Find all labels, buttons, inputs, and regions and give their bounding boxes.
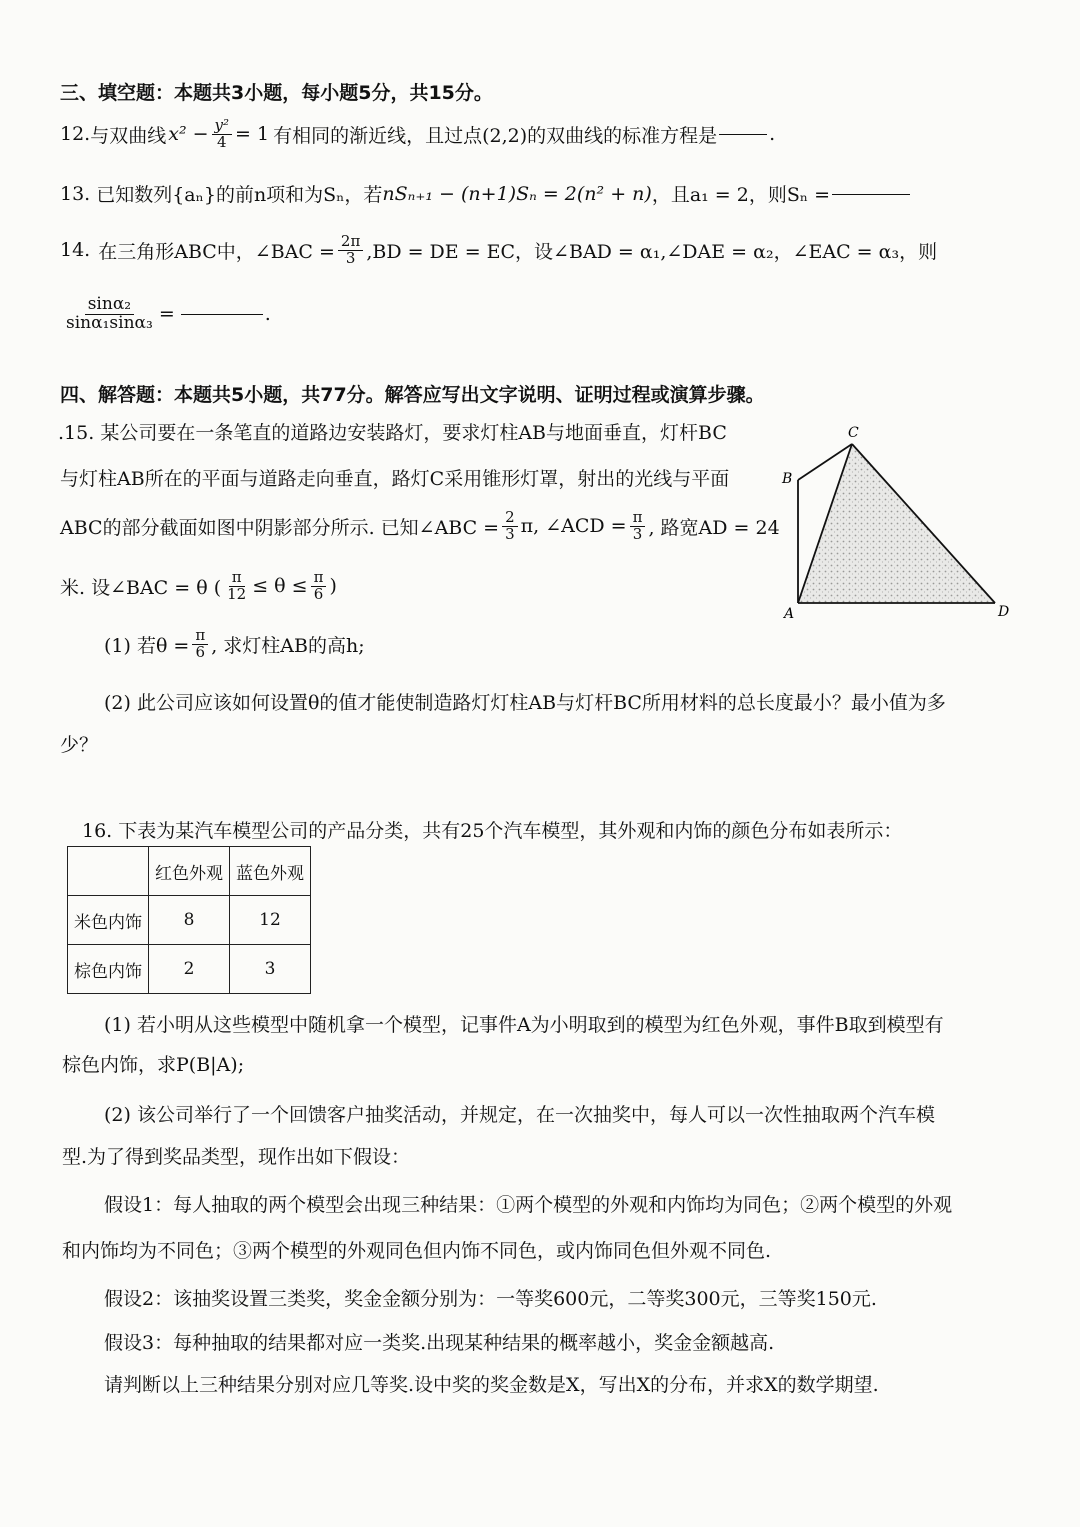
- q15-part1-b: , 求灯柱AB的高h;: [211, 634, 365, 657]
- q15-line4-c: ): [329, 575, 337, 598]
- q12-answer-blank: [719, 133, 767, 135]
- q15-frac-lower-den: 12: [227, 584, 247, 603]
- q15-part2-line2: 少？: [60, 734, 99, 756]
- q14-ratio: [63, 296, 156, 333]
- q15-part1-frac-num: π: [192, 628, 208, 645]
- q15-line3-a: ABC的部分截面如图中阴影部分所示. 已知∠ABC =: [60, 516, 500, 539]
- q12-number: 12.: [60, 123, 91, 146]
- q16-part1-line1: (1) 若小明从这些模型中随机拿一个模型，记事件A为小明取到的模型为红色外观，事件B取到模型有: [104, 1014, 944, 1036]
- table-cell: 8: [149, 896, 230, 945]
- section3-heading: 三、填空题：本题共3小题，每小题5分，共15分。: [60, 82, 493, 104]
- q13-answer-blank: [832, 193, 910, 195]
- q15-frac-acd: [630, 510, 646, 543]
- q16-part2-line1: (2) 该公司举行了一个回馈客户抽奖活动，并规定，在一次抽奖中，每人可以一次性抽取两个汽车模: [104, 1104, 935, 1126]
- question-12: [60, 118, 775, 151]
- question-15: [58, 418, 727, 445]
- question-14: [60, 234, 937, 267]
- q12-eq-b: = 1: [235, 123, 270, 146]
- table-cell: 3: [230, 945, 311, 994]
- table-row: [68, 945, 311, 994]
- q12-text-a: 与双曲线: [90, 124, 167, 147]
- q14-expr-eq: =: [158, 303, 175, 326]
- section4-heading: 四、解答题：本题共5小题，共77分。解答应写出文字说明、证明过程或演算步骤。: [60, 384, 765, 406]
- q12-fraction: [212, 118, 233, 151]
- q14-frac-num: 2π: [338, 234, 363, 251]
- q15-line3: [60, 510, 780, 543]
- q14-ratio-num: sinα₂: [85, 296, 134, 315]
- q15-frac-lower: [224, 570, 249, 603]
- q15-frac-lower-num: π: [229, 570, 245, 587]
- q14-frac-den: 3: [345, 248, 356, 267]
- q15-line4: [60, 570, 337, 603]
- label-d: D: [998, 604, 1010, 620]
- q13-number: 13.: [60, 182, 91, 205]
- question-13: [60, 180, 912, 207]
- q15-frac-upper-num: π: [311, 570, 327, 587]
- label-c: C: [848, 425, 859, 441]
- q15-part1-frac-den: 6: [195, 642, 206, 661]
- q16-part2-line2: 型.为了得到奖品类型，现作出如下假设：: [62, 1146, 411, 1168]
- table-row-label-beige: 米色内饰: [68, 896, 149, 945]
- label-b: B: [782, 471, 793, 487]
- q16-hypothesis2: 假设2：该抽奖设置三类奖，奖金金额分别为：一等奖600元，二等奖300元，三等奖150元.: [104, 1288, 877, 1310]
- q14-number: 14.: [60, 239, 91, 262]
- q15-part1-frac: [192, 628, 208, 661]
- q16-final-question: 请判断以上三种结果分别对应几等奖.设中奖的奖金数是X，写出X的分布，并求X的数学期望.: [104, 1374, 879, 1396]
- q16-color-table: [67, 846, 311, 994]
- q12-frac-num: y²: [212, 118, 233, 135]
- q14-expression: [60, 296, 271, 333]
- q16-hypothesis1-line2: 和内饰均为不同色；③两个模型的外观同色但内饰不同色，或内饰同色但外观不同色.: [62, 1240, 772, 1262]
- q16-part1-line2: 棕色内饰，求P(B|A);: [62, 1054, 245, 1076]
- lit-region-shading: [798, 444, 995, 603]
- q15-line3-b: π, ∠ACD =: [520, 515, 627, 538]
- q15-part2-line1: (2) 此公司应该如何设置θ的值才能使制造路灯灯柱AB与灯杆BC所用材料的总长度最小？最小值为多: [104, 692, 946, 714]
- q14-ratio-den: sinα₁sinα₃: [66, 312, 153, 333]
- q15-line3-c: , 路宽AD = 24: [648, 516, 780, 539]
- q15-line4-a: 米. 设∠BAC = θ (: [60, 576, 222, 599]
- q16-hypothesis3: 假设3：每种抽取的结果都对应一类奖.出现某种结果的概率越小，奖金金额越高.: [104, 1332, 775, 1354]
- q15-frac-acd-den: 3: [632, 524, 643, 543]
- q15-part1: [104, 628, 365, 661]
- q15-frac-abc-num: 2: [502, 510, 518, 527]
- q15-frac-upper: [311, 570, 327, 603]
- table-header-row: [68, 847, 311, 896]
- table-header-blue-exterior: 蓝色外观: [230, 847, 311, 896]
- table-cell: 2: [149, 945, 230, 994]
- q15-frac-upper-den: 6: [313, 584, 324, 603]
- q14-fraction: [338, 234, 363, 267]
- q12-end: .: [769, 123, 776, 146]
- table-header-red-exterior: 红色外观: [149, 847, 230, 896]
- q15-figure: [770, 420, 1030, 625]
- q12-frac-den: 4: [217, 132, 227, 151]
- q15-line1: 某公司要在一条笔直的道路边安装路灯，要求灯柱AB与地面垂直，灯杆BC: [100, 422, 727, 444]
- q12-eq-a: x² −: [168, 123, 209, 146]
- q15-number: .15.: [58, 422, 95, 444]
- q12-text-b: 有相同的渐近线，且过点(2,2)的双曲线的标准方程是: [273, 124, 718, 147]
- q15-line2: 与灯柱AB所在的平面与道路走向垂直，路灯C采用锥形灯罩，射出的光线与平面: [60, 468, 730, 490]
- label-a: A: [784, 606, 795, 622]
- table-header-corner: [68, 847, 149, 896]
- q16-hypothesis1-line1: 假设1：每人抽取的两个模型会出现三种结果：①两个模型的外观和内饰均为同色；②两个模型的外观: [104, 1194, 953, 1216]
- q13-text-a: 已知数列{aₙ}的前n项和为Sₙ，若: [96, 184, 383, 206]
- q14-text-a: 在三角形ABC中，∠BAC =: [98, 240, 335, 263]
- q15-line4-b: ≤ θ ≤: [252, 575, 308, 598]
- table-row-label-brown: 棕色内饰: [68, 945, 149, 994]
- q15-frac-abc: [502, 510, 518, 543]
- q15-frac-abc-den: 3: [505, 524, 515, 543]
- q15-frac-acd-num: π: [630, 510, 646, 527]
- q14-text-b: ,BD = DE = EC，设∠BAD = α₁,∠DAE = α₂，∠EAC = α₃，则: [366, 240, 938, 263]
- q15-part1-a: (1) 若θ =: [104, 634, 190, 657]
- table-cell: 12: [230, 896, 311, 945]
- q14-answer-blank: [181, 313, 263, 315]
- q13-text-b: ，且a₁ = 2，则Sₙ =: [651, 184, 831, 206]
- q14-end: .: [264, 303, 271, 326]
- table-row: [68, 896, 311, 945]
- q13-equation: nSₙ₊₁ − (n+1)Sₙ = 2(n² + n): [382, 182, 652, 205]
- q16-intro: 16. 下表为某汽车模型公司的产品分类，共有25个汽车模型，其外观和内饰的颜色分布如表所示：: [82, 820, 903, 842]
